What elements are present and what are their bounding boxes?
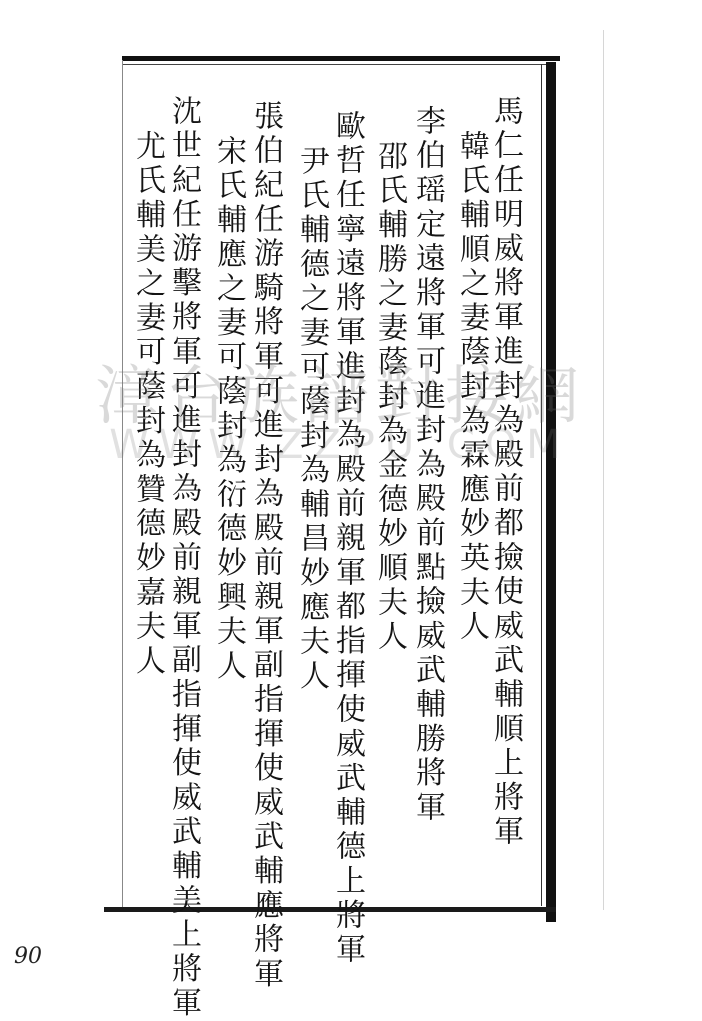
text-column-3: 李伯瑶定遠將軍可進封為殿前點撿威武輔勝將軍	[410, 105, 445, 826]
frame-top-inner-line	[122, 64, 546, 65]
frame-top-border	[122, 56, 560, 61]
frame-right-inner-line	[541, 64, 542, 906]
text-column-10: 尤氏輔美之妻可蔭封為贊德妙嘉夫人	[130, 130, 165, 679]
text-column-6: 尹氏輔德之妻可蔭封為輔昌妙應夫人	[294, 145, 329, 694]
page-number: 90	[14, 944, 42, 969]
watermark-text: 漳台族譜對接網	[95, 360, 585, 434]
watermark-url: WWW.ZZPU.COM	[109, 422, 571, 468]
frame-right-border	[546, 62, 556, 922]
text-column-2: 韓氏輔順之妻蔭封為霖應妙英夫人	[454, 130, 489, 645]
text-column-7: 張伯紀任游騎將軍可進封為殿前親軍副指揮使威武輔應將軍	[248, 100, 283, 992]
text-column-9: 沈世紀任游擊將軍可進封為殿前親軍副指揮使威武輔美上將軍	[166, 95, 201, 1021]
text-column-4: 邵氏輔勝之妻蔭封為金德妙順夫人	[372, 140, 407, 655]
text-column-1: 馬仁任明威將軍進封為殿前都撿使威武輔順上將軍	[488, 95, 523, 850]
text-column-5: 歐哲任寧遠將軍進封為殿前親軍都指揮使威武輔德上將軍	[330, 110, 365, 968]
frame-left-border	[122, 60, 123, 908]
text-column-8: 宋氏輔應之妻可蔭封為衍德妙興夫人	[211, 135, 246, 684]
scan-edge-line	[603, 30, 604, 910]
